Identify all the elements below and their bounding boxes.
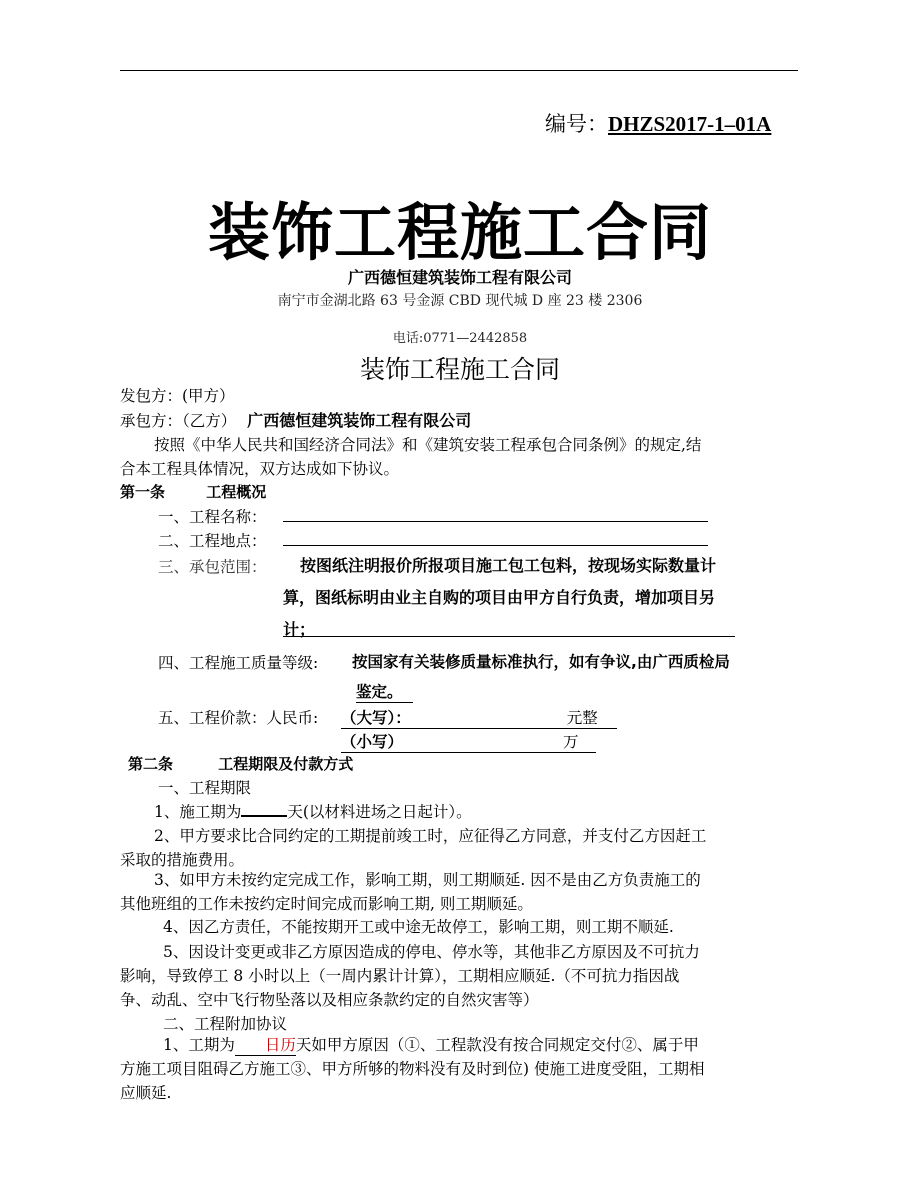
duration-clause-2-line-2: 采取的措施费用。 (120, 851, 245, 869)
duration-clause-2-line-1: 2、甲方要求比合同约定的工期提前竣工时，应征得乙方同意，并支付乙方因赶工 (154, 827, 707, 845)
price-upper-label: （大写）： (341, 709, 411, 727)
scope-line-2: 算，图纸标明由业主自购的项目由甲方自行负责，增加项目另 (283, 588, 716, 607)
party-b (120, 408, 471, 431)
duration-clause-5-line-1: 5、因设计变更或非乙方原因造成的停电、停水等，其他非乙方原因及不可抗力 (163, 943, 700, 961)
document-title: 装饰工程施工合同 (207, 196, 712, 269)
serial-number (545, 108, 771, 138)
price-lower-label: （小写） (341, 733, 404, 751)
duration-clause-1-b: 天(以材料进场之日起计）。 (287, 803, 472, 821)
article-2-heading (128, 753, 353, 774)
price-lower-unit: 万 (563, 733, 579, 751)
article-1-title: 工程概况 (206, 483, 267, 501)
intro-line-2: 合本工程具体情况，双方达成如下协议。 (120, 460, 400, 478)
calendar-days-text: 日历 (264, 1036, 296, 1054)
price-lower-row (341, 730, 596, 753)
top-rule (120, 70, 798, 71)
scope-line-1: 按图纸注明报价所报项目施工包工包料，按现场实际数量计 (300, 556, 717, 575)
duration-days-field[interactable] (241, 815, 287, 817)
intro-line-1: 按照《中华人民共和国经济合同法》和《建筑安装工程承包合同条例》的规定,结 (154, 436, 702, 454)
scope-underline (283, 636, 735, 637)
article-1-num: 第一条 (120, 483, 166, 501)
price-upper-row (341, 706, 617, 729)
project-name-label: 一、工程名称： (158, 508, 267, 526)
quality-line-1: 按国家有关装修质量标准执行，如有争议,由广西质检局 (352, 653, 730, 671)
supplementary-clause-1-line-3: 应顺延. (120, 1084, 172, 1102)
supplementary-clause-1-line-2: 方施工项目阻碍乙方施工③、甲方所够的物料没有及时到位) 使施工进度受阻，工期相 (120, 1060, 705, 1078)
supplementary-clause-1-post: 天如甲方原因（①、工程款没有按合同规定交付②、属于甲 (295, 1036, 699, 1054)
price-lower-field[interactable] (341, 730, 596, 753)
quality-line-2-text: 鉴定。 (356, 680, 413, 703)
scope-label: 三、承包范围： (158, 558, 267, 576)
serial-label: 编号： (545, 112, 608, 136)
calendar-days-field[interactable] (235, 1033, 296, 1056)
project-location-label: 二、工程地点： (158, 532, 267, 550)
company-address: 南宁市金湖北路 63 号金源 CBD 现代城 D 座 23 楼 2306 (277, 293, 643, 309)
supplementary-clause-1-line-1 (163, 1033, 699, 1056)
duration-clause-4: 4、因乙方责任，不能按期开工或中途无故停工，影响工期，则工期不顺延. (163, 918, 674, 936)
article-2-num: 第二条 (128, 755, 174, 773)
quality-line-2 (356, 680, 413, 703)
duration-clause-1 (154, 800, 472, 822)
serial-code: DHZS2017-1–01A (608, 112, 772, 136)
duration-clause-5-line-2: 影响，导致停工 8 小时以上（一周内累计计算），工期相应顺延.（不可抗力指因战 (120, 967, 680, 985)
duration-clause-3-line-2: 其他班组的工作未按约定时间完成而影响工期, 则工期顺延。 (120, 895, 533, 913)
project-name-field[interactable] (283, 521, 708, 522)
article-2-title: 工程期限及付款方式 (218, 755, 354, 773)
duration-clause-1-a: 1、施工期为 (154, 803, 242, 821)
section-duration: 一、工程期限 (158, 779, 252, 797)
project-location-field[interactable] (283, 545, 708, 546)
duration-clause-5-line-3: 争、动乱、空中飞行物坠落以及相应条款约定的自然灾害等） (120, 991, 539, 1009)
company-name: 广西德恒建筑装饰工程有限公司 (347, 268, 572, 287)
price-label: 五、工程价款：人民币: (158, 709, 319, 727)
party-a: 发包方：(甲方） (120, 387, 235, 405)
price-upper-field[interactable] (341, 706, 617, 729)
company-phone: 电话:0771—2442858 (392, 331, 528, 346)
scope-line-3: 计； (283, 620, 316, 639)
party-b-label: 承包方：（乙方） (120, 412, 237, 430)
duration-clause-3-line-1: 3、如甲方未按约定完成工作，影响工期，则工期顺延. 因不是由乙方负责施工的 (154, 871, 701, 889)
supplementary-clause-1-pre: 1、工期为 (163, 1036, 235, 1054)
party-b-name: 广西德恒建筑装饰工程有限公司 (247, 411, 472, 430)
price-upper-unit: 元整 (566, 709, 598, 727)
contract-subtitle: 装饰工程施工合同 (359, 355, 560, 384)
quality-label: 四、工程施工质量等级: (158, 654, 319, 672)
section-supplementary: 二、工程附加协议 (163, 1015, 288, 1033)
article-1-heading (120, 481, 266, 502)
